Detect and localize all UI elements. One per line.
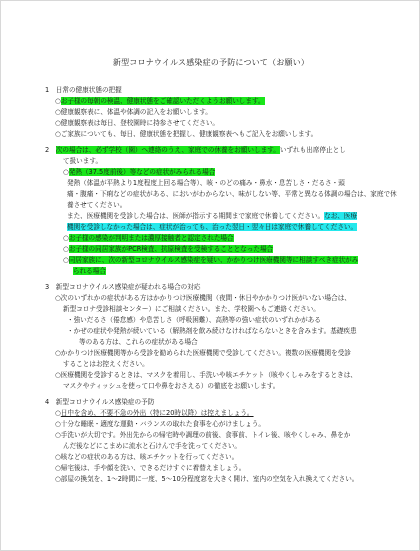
document-line [33, 408, 397, 419]
document-line [33, 233, 397, 244]
document-line [33, 381, 397, 392]
line-text: 1 日常の健康状態の把握 [45, 86, 122, 94]
document-line [33, 189, 397, 200]
line-text: ○帰宅後は、手や顔を洗い、できるだけすぐに着替えましょう。 [55, 464, 246, 472]
document-line [33, 304, 397, 315]
line-text: 新型コロナ受診相談センター）にご相談ください。また、学校園へもご連絡ください。 [63, 305, 320, 313]
line-text: ○かかりつけ医療機関等から受診を勧められた医療機関で受診してください。複数の医療機関を受診 [55, 349, 351, 357]
document-line [33, 441, 397, 452]
highlighted-text: 同居家族に、次の新型コロナウイルス感染症を疑い、かかりつけ医療機関等に相談すべき症状がみ [68, 256, 359, 264]
document-line [33, 118, 397, 129]
line-text: 4 新型コロナウイルス感染症の予防 [45, 398, 155, 406]
highlighted-text: 次の場合は、必ず学校（園）へ連絡のうえ、家庭での休養をお願いします。 [55, 146, 280, 154]
line-text: 痛・腹痛・下痢などの症状がある、においがわからない、味がしない等、平常と異なる体調の場合は、家庭で休 [67, 190, 397, 198]
document-line [33, 107, 397, 118]
line-text: ○咳などの症状のある方は、咳エチケットを行ってください。 [55, 453, 239, 461]
document-line [33, 463, 397, 474]
line-text: ・強いだるさ（倦怠感）や息苦しさ（呼吸困難）、高熱等の強い症状のいずれかがある [67, 316, 321, 324]
document-line [33, 337, 397, 348]
line-text: ○ [55, 97, 61, 105]
line-text: ○健康観察表は毎日、登校園時に持参させてください。 [55, 119, 220, 127]
highlighted-text: お子様の同居家族がPCR検査、抗原検査を受検することとなった場合 [68, 245, 274, 253]
highlighted-text: 機関を受診しなかった場合は、症状が治っても、治った翌日・翌々日は家庭で休養してください。 [67, 223, 358, 231]
document-line [33, 370, 397, 381]
document-line [33, 200, 397, 211]
document-line [33, 96, 397, 107]
highlighted-text: お子様の毎朝の検温、健康状態をご確認いただくようお願いします。 [60, 97, 265, 105]
document-line [33, 315, 397, 326]
document-line [33, 244, 397, 255]
line-text: んだ後などにこまめに流水と石けんで手を洗ってください。 [63, 442, 242, 450]
line-text: マスクやティッシュを使って口や鼻をおさえる）の徹底をお願いします。 [63, 382, 280, 390]
line-text: ○ [63, 256, 69, 264]
document-line [33, 474, 397, 485]
highlighted-text: 日中を含め、不要不急の外出（特に20時以降）は控えましょう。 [60, 409, 254, 417]
line-text: 3 新型コロナウイルス感染症が疑われる場合の対応 [45, 283, 201, 291]
document-line [33, 129, 397, 140]
line-text: ○ [63, 168, 69, 176]
document-line [33, 452, 397, 463]
line-text: ・かぜの症状や発熱が続いている（解熱剤を飲み続けなければならないときを含みます。基礎疾患 [67, 327, 357, 335]
line-text: 2 [45, 146, 56, 154]
line-text: ○次のいずれかの症状がある方はかかりつけ医療機関（夜間・休日やかかりつけ医がいない場合は、 [55, 294, 351, 302]
highlighted-text: 発熱（37.5度前後）等などの症状がみられる場合 [68, 168, 216, 176]
document-line [33, 430, 397, 441]
section-heading [33, 282, 397, 293]
line-text: ○健康観察表に、体温や体調の記入をお願いします。 [55, 108, 212, 116]
line-text: ○部屋の換気を、1～2時間に一度、5～10分程度窓を大きく開け、室内の空気を入れ換えてください。 [55, 475, 359, 483]
line-text: ○十分な睡眠・適度な運動・バランスの取れた食事を心がけましょう。 [55, 420, 265, 428]
line-text: ○ [63, 234, 69, 242]
line-text: ○ご家族についても、毎日、健康状態を把握し、健康観察表へもご記入をお願いします。 [55, 130, 318, 138]
document-line [33, 266, 397, 277]
highlighted-text: なお、医療 [324, 212, 358, 220]
line-text: いずれも出席停止とし [279, 146, 346, 154]
document-title: 新型コロナウイルス感染症の予防について（お願い） [112, 58, 310, 67]
line-text: また、医療機関を受診した場合は、医師が指示する期間まで家庭で休養してください。 [67, 212, 325, 220]
highlighted-text: られる場合 [73, 267, 106, 275]
document-line [33, 167, 397, 178]
document-line [33, 156, 397, 167]
document-line [33, 211, 397, 222]
line-text: 養させてください。 [67, 201, 127, 209]
line-text: て扱います。 [63, 157, 103, 165]
section-heading [33, 85, 397, 96]
document-body [33, 85, 397, 485]
document-line [33, 326, 397, 337]
highlighted-text: お子様の感染が判明または濃厚接触者と認定された場合 [68, 234, 234, 242]
line-text: 発熱（体温が平熱より1度程度上回る場合等）、咳・のどの痛み・鼻水・息苦しさ・だるさ・頭 [67, 179, 345, 187]
document-line [33, 255, 397, 266]
document-line [33, 222, 397, 233]
line-text: ○医療機関を受診するときは、マスクを着用し、手洗いや咳エチケット（咳やくしゃみをするときは、 [55, 371, 357, 379]
line-text: 等のある方は、これらの症状がある場合 [79, 338, 198, 346]
document-line [33, 419, 397, 430]
section-heading [33, 145, 397, 156]
document-line [33, 178, 397, 189]
line-text: ○ [63, 245, 69, 253]
document-line [33, 359, 397, 370]
document-line [33, 293, 397, 304]
section-heading [33, 397, 397, 408]
line-text: ○手洗いが大切です。外出先からの帰宅時や調理の前後、食事前、トイレ後、咳やくしゃみ、鼻をか [55, 431, 351, 439]
line-text: ○ [55, 409, 61, 417]
line-text: することはお控えください。 [63, 360, 149, 368]
document-line [33, 348, 397, 359]
